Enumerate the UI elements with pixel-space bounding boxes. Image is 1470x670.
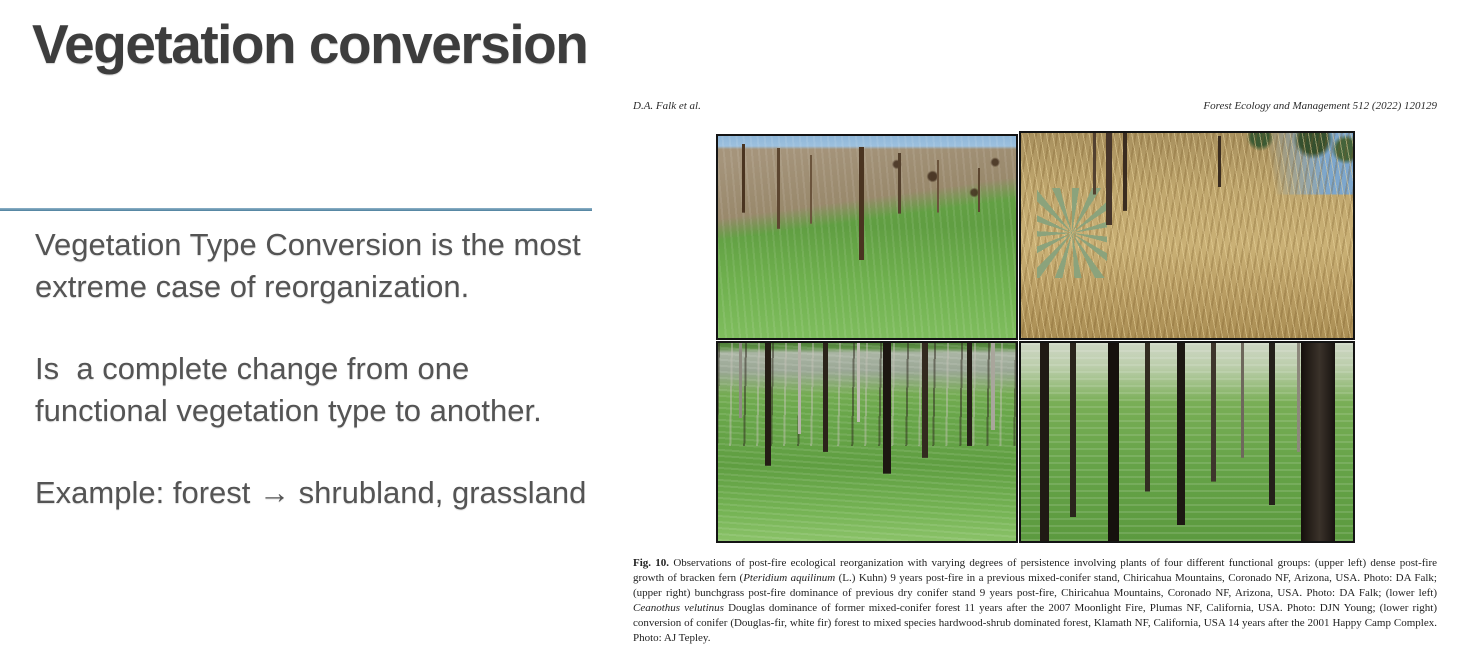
photo-upper-right-bunchgrass xyxy=(1019,131,1355,340)
body-text-block xyxy=(35,224,595,554)
paragraph-definition: Vegetation Type Conversion is the most extreme case of reorganization. xyxy=(35,227,590,304)
photo-upper-left-bracken-fern xyxy=(716,134,1018,340)
slide-title: Vegetation conversion xyxy=(32,13,588,75)
photo-lower-right-burned-conifer xyxy=(1019,341,1355,543)
running-head-author: D.A. Falk et al. xyxy=(633,100,701,112)
figure-caption: Fig. 10. Observations of post-fire ecological reorganization with varying degrees of persistence involving plants of four different functional groups: (upper left) dense post-fire growth of bracken fern (Pteridium aquilinum (L.) Kuhn) 9 years post-fire in a previous mixed-conifer stand, Chiricahua Mountains, Coronado NF, Arizona, USA. Photo: DA Falk; (upper right) bunchgrass post-fire dominance of previous dry conifer stand 9 years post-fire, Chiricahua Mountains, Coronado NF, Arizona, USA. Photo: DA Falk; (lower left) Ceanothus velutinus Douglas dominance of former mixed-conifer forest 11 years after the 2007 Moonlight Fire, Plumas NF, California, USA. Photo: DJN Young; (lower right) conversion of conifer (Douglas-fir, white fir) forest to mixed species hardwood-shrub dominated forest, Klamath NF, California, USA 14 years after the 2001 Happy Camp Complex. Photo: AJ Tepley. xyxy=(633,557,1437,644)
photo-lower-left-ceanothus xyxy=(716,341,1018,543)
divider-line xyxy=(0,208,592,211)
journal-running-head xyxy=(633,100,1437,116)
paragraph-description: Is a complete change from one functional vegetation type to another. xyxy=(35,351,542,428)
running-head-journal: Forest Ecology and Management 512 (2022) 120129 xyxy=(1203,100,1437,112)
paragraph-example: Example: forest → shrubland, grassland xyxy=(35,475,587,510)
